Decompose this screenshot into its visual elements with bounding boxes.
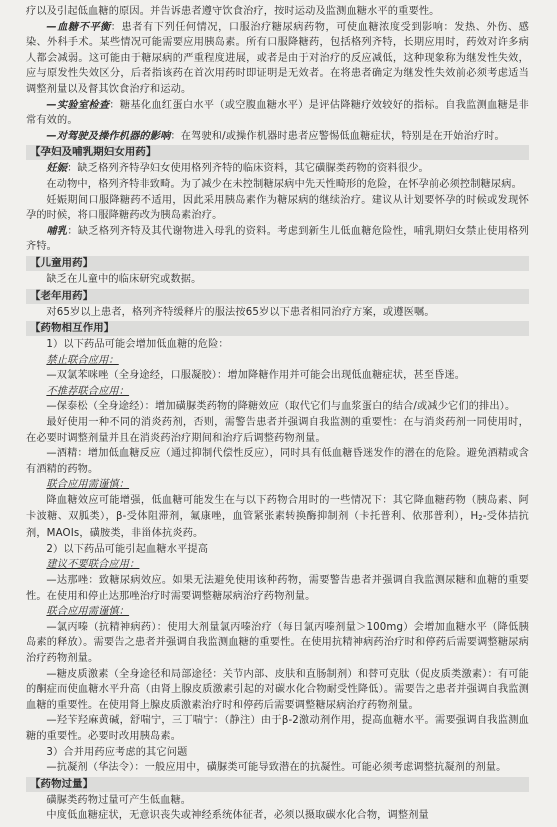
- paragraph: [26, 193, 529, 224]
- keyword-label: —实验室检查: [46, 99, 110, 111]
- paragraph: [26, 573, 529, 604]
- text-run: 中度低血糖症状，无意识丧失或神经系统体征者，必须以摄取碳水化合物，调整剂量: [46, 810, 429, 822]
- paragraph: [26, 620, 529, 667]
- text-run: —抗凝剂（华法令）：一般应用中，磺脲类可能导致潜在的抗凝性。可能必须考虑调整抗凝剂的剂量。: [46, 762, 507, 774]
- text-run: —酒精：增加低血糖反应（通过抑制代偿性反应），同时具有低血糖昏迷发作的潜在的危险。避免酒精或含有酒精的药物。: [26, 448, 529, 475]
- text-run: 【孕妇及哺乳期妇女用药】: [30, 146, 157, 159]
- paragraph: [26, 446, 529, 477]
- text-run: 妊娠期间口服降糖药不适用，因此采用胰岛素作为糖尿病的继续治疗。建议从计划要怀孕的时候或发现怀孕的时候，将口服降糖药改为胰岛素治疗。: [26, 194, 529, 222]
- keyword-label: —对驾驶及操作机器的影响: [46, 130, 171, 142]
- text-run: ：患者有下列任何情况，口服治疗糖尿病药物，可使血糖浓度受到影响：发热、外伤、感染、外科手术。某些情况可能需要应用胰岛素。所有口服降糖药，包括格列齐特，长期应用时，药效对许多病人都会减弱。这可能由于糖尿病的严重程度进展，或者是由于对治疗的反应减低，这种现象称为继发性失效，应与原发性失效区分，后者指该药在首次用药时即证明是无效者。在将患者确定为继发性失效前必须考虑适当调整剂量以及督其饮食治疗和运动。: [26, 21, 529, 95]
- paragraph: [26, 353, 529, 369]
- paragraph: [26, 793, 529, 809]
- text-run: —羟苄羟麻黄碱，舒喘宁，三丁喘宁：（静注）由于β-2激动剂作用，提高血糖水平。需要强调自我监测血糖的重要性。必要时改用胰岛素。: [26, 715, 529, 742]
- text-run: 最好使用一种不同的消炎药剂，否则，需警告患者并强调自我监测的重要性：在与消炎药剂一同使用时，在必要时调整剂量并且在消炎药治疗期间和治疗后调整药物剂量。: [26, 417, 529, 444]
- section-heading: [26, 777, 529, 792]
- text-run: 磺脲类药物过量可产生低血糖。: [46, 794, 192, 806]
- text-run: ：在驾驶和/或操作机器时患者应警惕低血糖症状，特别是在开始治疗时。: [170, 130, 505, 142]
- section-heading: [26, 321, 529, 336]
- text-run: —双氯苯咪唑（全身途经，口服凝胶）：增加降糖作用并可能会出现低血糖症状，甚至昏迷。: [46, 370, 466, 382]
- paragraph: [26, 542, 529, 558]
- paragraph: [26, 4, 529, 20]
- keyword-label: —血糖不平衡: [46, 21, 111, 33]
- paragraph: [26, 98, 529, 129]
- paragraph: [26, 713, 529, 744]
- text-run: 对65岁以上患者，格列齐特缓释片的服法按65岁以下患者相同治疗方案，或遵医嘱。: [46, 306, 435, 318]
- text-run: 在动物中，格列齐特非致畸。为了减少在未控制糖尿病中先天性畸形的危险，在怀孕前必须控制糖尿病。: [46, 178, 522, 190]
- text-run: —糖皮质激素（全身途径和局部途径：关节内部、皮肤和直肠制剂）和替可克肽（促皮质类激素）：有可能的酮症而使血糖水平升高（由肾上腺皮质激素引起的对碳水化合物耐受性降低）。需要告之患者并强调自我监测血糖的重要性。在使用肾上腺皮质激素治疗时和停药后需要调整糖尿病治疗药物剂量。: [26, 668, 529, 711]
- paragraph: [26, 493, 529, 542]
- paragraph: [26, 808, 529, 824]
- paragraph: [26, 305, 529, 321]
- paragraph: [26, 745, 529, 761]
- subheading: 联合应用需谨慎：: [46, 479, 130, 491]
- text-run: 【药物过量】: [30, 777, 94, 790]
- paragraph: [26, 272, 529, 288]
- text-run: ：糖基化血红蛋白水平（或空腹血糖水平）是评估降糖疗效较好的指标。自我监测血糖是非常有效的。: [26, 99, 529, 127]
- text-run: 3）合并用药应考虑的其它问题: [46, 746, 188, 758]
- text-run: —保泰松（全身途经）：增加磺脲类药物的降糖效应（取代它们与血浆蛋白的结合/或减少它们的排出）。: [46, 401, 516, 413]
- text-run: 1）以下药品可能会增加低血糖的危险：: [46, 339, 229, 351]
- paragraph: [26, 760, 529, 776]
- paragraph: [26, 415, 529, 446]
- text-run: ：缺乏格列齐特孕妇女使用格列齐特的临床资料，其它磺脲类药物的资料很少。: [67, 163, 429, 175]
- text-run: 【老年用药】: [30, 289, 94, 302]
- paragraph: [26, 399, 529, 415]
- keyword-label: 妊娠: [46, 163, 68, 175]
- subheading: 不推荐联合应用：: [46, 385, 130, 397]
- paragraph: [26, 557, 529, 573]
- paragraph: [26, 20, 529, 98]
- text-run: -受体拮抗剂，MAOIs，磺胺类，非甾体抗炎药。: [26, 510, 529, 540]
- paragraph: [26, 384, 529, 400]
- subscript: 2: [478, 513, 483, 522]
- text-run: 缺乏在儿童中的临床研究或数据。: [46, 273, 202, 285]
- text-run: ：缺乏格列齐特及其代谢物进入母乳的资料。考虑到新生儿低血糖危险性，哺乳期妇女禁止使用格列齐特。: [26, 225, 529, 253]
- section-heading: [26, 289, 529, 304]
- paragraph: [26, 368, 529, 384]
- section-heading: [26, 256, 529, 271]
- subheading: 禁止联合应用：: [46, 354, 119, 366]
- text-run: —氯丙嗪（抗精神病药）：使用大剂量氯丙嗪治疗（每日氯丙嗪剂量＞100mg）会增加血糖水平（降低胰岛素的释放）。需要告之患者并强调自我监测血糖的重要性。在使用抗精神病药治疗时和停药后需要调整糖尿病治疗药物剂量。: [26, 621, 529, 664]
- subheading: 建议不要联合应用：: [46, 559, 140, 571]
- paragraph: [26, 337, 529, 353]
- paragraph: [26, 667, 529, 714]
- keyword-label: 哺乳: [46, 225, 68, 237]
- text-run: 【药物相互作用】: [30, 322, 115, 335]
- text-run: 疗以及引起低血糖的原因。并告诉患者遵守饮食治疗，按时运动及监测血糖水平的重要性。: [26, 6, 440, 17]
- paragraph: [26, 477, 529, 493]
- section-heading: [26, 145, 529, 160]
- text-run: —达那唑：致糖尿病效应。如果无法避免使用该种药物，需要警告患者并强调自我监测尿糖和血糖的重要性。在使用和停止达那唑治疗时需要调整糖尿病治疗药物剂量。: [26, 575, 529, 602]
- text-run: 降血糖效应可能增强，低血糖可能发生在与以下药物合用时的一些情况下：其它降血糖药物（胰岛素、阿卡波糖、双胍类），β-受体阻滞剂，氟康唑，血管紧张素转换酶抑制剂（卡托普利、依那普利），H: [26, 495, 529, 522]
- subheading: 联合应用需谨慎：: [46, 606, 130, 618]
- paragraph: [26, 604, 529, 620]
- paragraph: [26, 177, 529, 193]
- paragraph: [26, 161, 529, 177]
- paragraph: [26, 224, 529, 255]
- text-run: 【儿童用药】: [30, 256, 94, 269]
- text-run: 2）以下药品可能引起血糖水平提高: [46, 543, 209, 555]
- paragraph: [26, 129, 529, 145]
